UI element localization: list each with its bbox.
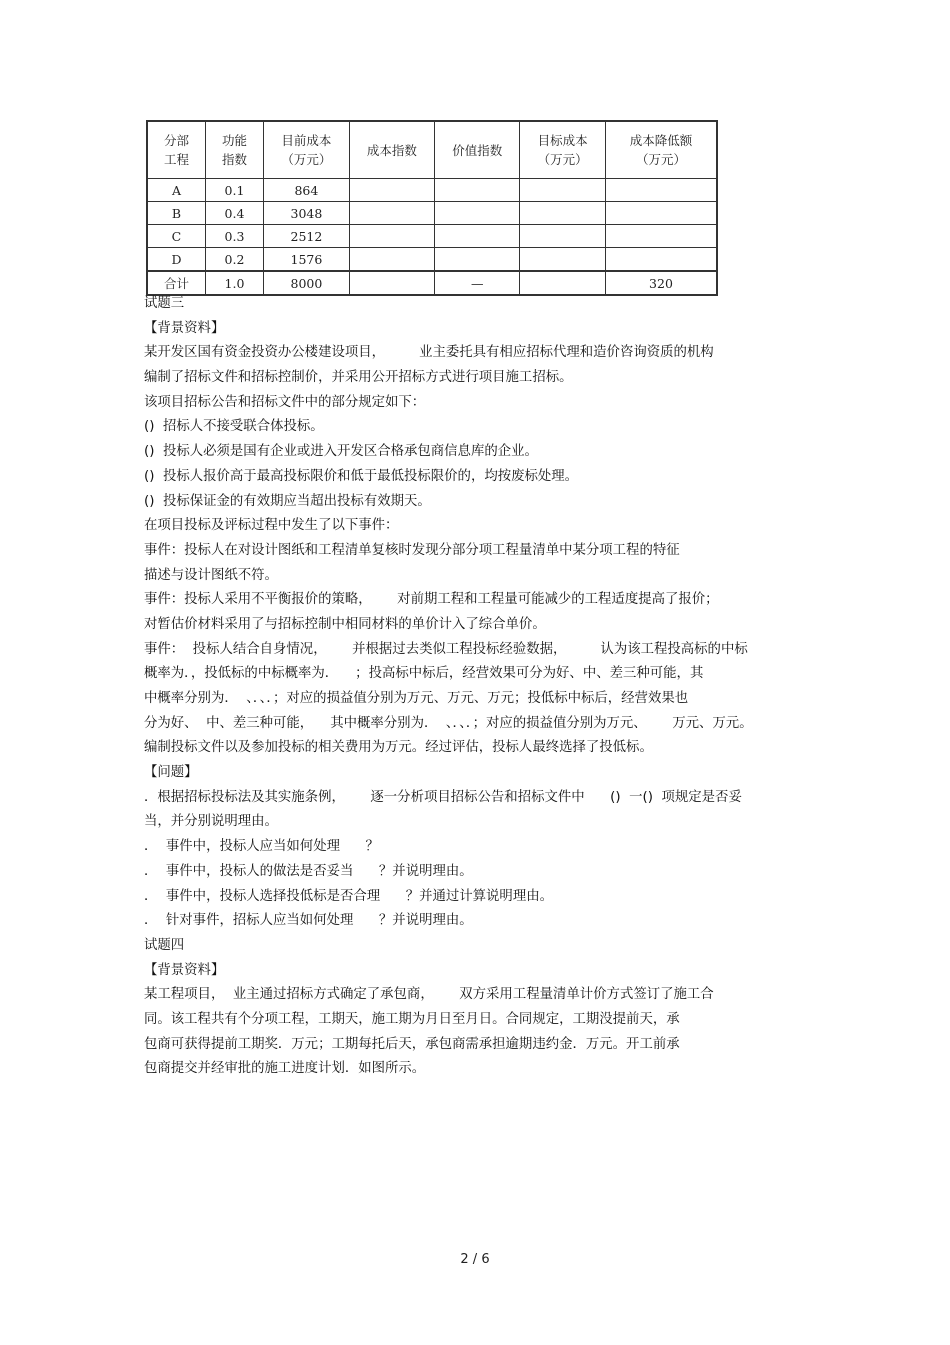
header-text: 成本指数 — [366, 142, 417, 158]
text-line: 事件：投标人采用不平衡报价的策略， 对前期工程和工程量可能减少的工程适度提高了报价； — [144, 592, 719, 608]
table-header-cell — [605, 121, 717, 179]
table-cell — [520, 179, 606, 202]
table-header-cell — [147, 121, 205, 179]
text-line: 概率为．，投低标的中标概率为． ；投高标中标后，经营效果可分为好、中、差三种可能，其 — [144, 666, 704, 682]
text-line: ． 事件中，投标人的做法是否妥当 ？并说明理由。 — [144, 863, 473, 879]
text-line: 某开发区国有资金投资办公楼建设项目， 业主委托具有相应招标代理和造价咨询资质的机构 — [144, 345, 714, 361]
header-text: 功能 — [221, 133, 247, 148]
table-header-row — [147, 121, 717, 179]
header-text: 分部 — [163, 133, 189, 148]
header-text: （万元） — [281, 152, 332, 167]
table-cell — [520, 248, 606, 272]
text-line: ． 事件中，投标人选择投低标是否合理 ？并通过计算说明理由。 — [144, 888, 553, 904]
text-line: () 投标人必须是国有企业或进入开发区合格承包商信息库的企业。 — [144, 444, 538, 460]
table-cell: A — [147, 179, 205, 202]
text-line: ． 针对事件，招标人应当如何处理 ？并说明理由。 — [144, 913, 473, 929]
table-header-cell — [349, 121, 434, 179]
table-cell: 1.0 — [205, 271, 263, 295]
text-line: 中概率分别为． 、．、．；对应的损益值分别为万元、万元、万元；投低标中标后，经营效果也 — [144, 691, 689, 706]
text-line: 事件： 投标人结合自身情况， 并根据过去类似工程投标经验数据， 认为该工程投高标的中标 — [144, 641, 748, 657]
text-line: 【背景资料】 — [144, 962, 225, 978]
table-cell — [605, 248, 717, 272]
table-cell — [605, 225, 717, 248]
header-text: 工程 — [163, 152, 189, 167]
text-line: 描述与设计图纸不符。 — [144, 567, 278, 583]
body-text — [144, 292, 844, 1082]
table-cell: D — [147, 248, 205, 272]
page-number: 2 / 6 — [460, 1252, 490, 1267]
table-cell: 0.1 — [205, 179, 263, 202]
table-row — [147, 179, 717, 202]
text-line: () 投标人报价高于最高投标限价和低于最低投标限价的，均按废标处理。 — [144, 468, 579, 484]
header-text: （万元） — [635, 152, 686, 167]
text-line: 编制了招标文件和招标控制价，并采用公开招标方式进行项目施工招标。 — [144, 370, 573, 386]
table-row — [147, 202, 717, 225]
table-cell — [435, 248, 520, 272]
table-cell: 8000 — [264, 271, 350, 295]
text-line: 试题三 — [144, 296, 185, 311]
table-cell — [435, 225, 520, 248]
table-cell: 864 — [264, 179, 350, 202]
table-header-cell — [520, 121, 606, 179]
text-line: 包商提交并经审批的施工进度计划．如图所示。 — [144, 1061, 426, 1077]
table-cell: 1576 — [264, 248, 350, 272]
table-cell: 2512 — [264, 225, 350, 248]
table-row — [147, 248, 717, 272]
table-cell: 320 — [605, 271, 717, 295]
text-line: 某工程项目， 业主通过招标方式确定了承包商， 双方采用工程量清单计价方式签订了施工合 — [144, 987, 714, 1003]
table-cell — [605, 202, 717, 225]
text-line: 包商可获得提前工期奖．万元；工期每托后天，承包商需承担逾期违约金．万元。开工前承 — [144, 1036, 680, 1052]
table-cell — [435, 179, 520, 202]
text-line: 编制投标文件以及参加投标的相关费用为万元。经过评估，投标人最终选择了投低标。 — [144, 740, 653, 756]
table-cell — [349, 202, 434, 225]
table-cell — [349, 225, 434, 248]
table-header-cell — [435, 121, 520, 179]
table-cell: — — [435, 271, 520, 295]
text-line: () 招标人不接受联合体投标。 — [144, 419, 324, 435]
header-text: 目标成本 — [537, 133, 588, 148]
table-cell: 0.3 — [205, 225, 263, 248]
table-cell — [349, 179, 434, 202]
text-line: 试题四 — [144, 937, 185, 953]
text-line: () 投标保证金的有效期应当超出投标有效期天。 — [144, 493, 431, 509]
text-line: ． 事件中，投标人应当如何处理 ？ — [144, 839, 379, 855]
table-cell: 0.4 — [205, 202, 263, 225]
text-line: 当，并分别说明理由。 — [144, 814, 278, 830]
text-line: 分为好、 中、差三种可能， 其中概率分别为． 、．、．；对应的损益值分别为万元、 万元、万元。 — [144, 715, 753, 731]
table-cell: 3048 — [264, 202, 350, 225]
table-cell: B — [147, 202, 205, 225]
table-cell — [520, 202, 606, 225]
text-line: 同。该工程共有个分项工程，工期天，施工期为月日至月日。合同规定，工期没提前天，承 — [144, 1011, 680, 1027]
header-text: （万元） — [537, 152, 588, 167]
header-text: 价值指数 — [452, 142, 503, 158]
text-line: ．根据招标投标法及其实施条例， 逐一分析项目招标公告和招标文件中 () 一() 项规定是否妥 — [144, 789, 742, 805]
table-cell — [520, 225, 606, 248]
table-cell: 合计 — [147, 271, 205, 295]
text-line: 【问题】 — [144, 765, 198, 781]
cost-table — [146, 120, 718, 296]
text-line: 该项目招标公告和招标文件中的部分规定如下： — [144, 394, 426, 410]
text-line: 事件：投标人在对设计图纸和工程清单复核时发现分部分项工程量清单中某分项工程的特征 — [144, 542, 680, 558]
text-line: 在项目投标及评标过程中发生了以下事件： — [144, 518, 399, 534]
table-header-cell — [205, 121, 263, 179]
header-text: 成本降低额 — [629, 133, 693, 148]
table-body — [147, 179, 717, 296]
text-line: 【背景资料】 — [144, 320, 225, 336]
table-cell: C — [147, 225, 205, 248]
table-cell — [349, 248, 434, 272]
header-text: 目前成本 — [281, 133, 332, 148]
header-text: 指数 — [221, 152, 247, 167]
text-line: 对暂估价材料采用了与招标控制中相同材料的单价计入了综合单价。 — [144, 616, 546, 632]
table-row — [147, 225, 717, 248]
table-cell — [435, 202, 520, 225]
table-header-cell — [264, 121, 350, 179]
table-cell: 0.2 — [205, 248, 263, 272]
table-cell — [605, 179, 717, 202]
